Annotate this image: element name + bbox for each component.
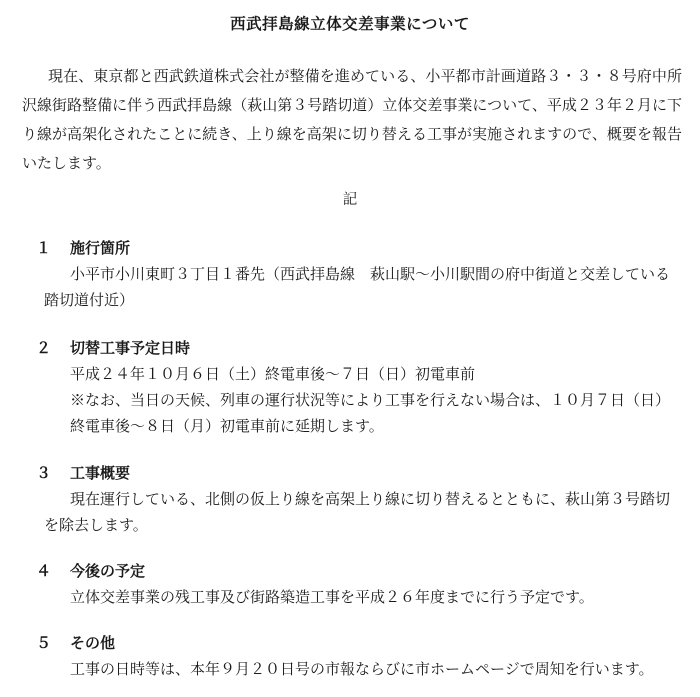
section-schedule bbox=[36, 335, 676, 439]
section-title: 今後の予定 bbox=[70, 562, 146, 580]
section-future-plan bbox=[36, 558, 676, 610]
section-number: １ bbox=[36, 239, 52, 257]
section-heading bbox=[36, 558, 676, 584]
section-title: 施行箇所 bbox=[70, 239, 131, 257]
section-number: ４ bbox=[36, 562, 52, 580]
document-title: 西武拝島線立体交差事業について bbox=[230, 15, 470, 33]
section-text: 現在運行している、北側の仮上り線を高架上り線に切り替えるとともに、萩山第３号踏切を除去します。 bbox=[44, 490, 671, 534]
section-text: 立体交差事業の残工事及び街路築造工事を平成２６年度までに行う予定です。 bbox=[70, 588, 594, 606]
intro-paragraph: 現在、東京都と西武鉄道株式会社が整備を進めている、小平都市計画道路３・３・８号府中所沢線街路整備に伴う西武拝島線（萩山第３号踏切道）立体交差事業について、平成２３年２月に下り線が高架化されたことに続き、上り線を高架に切り替える工事が実施されますので、概要を報告いたします。 bbox=[22, 67, 682, 172]
section-body bbox=[44, 486, 676, 538]
section-number: ５ bbox=[36, 634, 52, 652]
section-location bbox=[36, 235, 676, 313]
section-heading bbox=[36, 630, 676, 656]
section-other bbox=[36, 630, 676, 682]
section-body bbox=[44, 584, 676, 610]
section-title: 工事概要 bbox=[70, 464, 131, 482]
section-heading bbox=[36, 235, 676, 261]
ki-heading: 記 bbox=[342, 192, 358, 208]
section-heading bbox=[36, 460, 676, 486]
section-note: ※なお、当日の天候、列車の運行状況等により工事を行えない場合は、１０月７日（日）終電車後～８日（月）初電車前に延期します。 bbox=[70, 391, 671, 435]
section-number: ３ bbox=[36, 464, 52, 482]
section-number: ２ bbox=[36, 339, 52, 357]
section-body bbox=[44, 656, 676, 682]
section-text: 平成２４年１０月６日（土）終電車後～７日（日）初電車前 bbox=[70, 365, 476, 383]
section-overview bbox=[36, 460, 676, 538]
section-heading bbox=[36, 335, 676, 361]
section-body bbox=[44, 361, 676, 439]
section-body bbox=[44, 261, 676, 313]
section-text: 工事の日時等は、本年９月２０日号の市報ならびに市ホームページで周知を行います。 bbox=[70, 660, 654, 678]
section-text: 小平市小川東町３丁目１番先（西武拝島線 萩山駅～小川駅間の府中街道と交差している踏切道付近） bbox=[44, 265, 671, 309]
section-title: 切替工事予定日時 bbox=[70, 339, 191, 357]
section-title: その他 bbox=[70, 634, 116, 652]
